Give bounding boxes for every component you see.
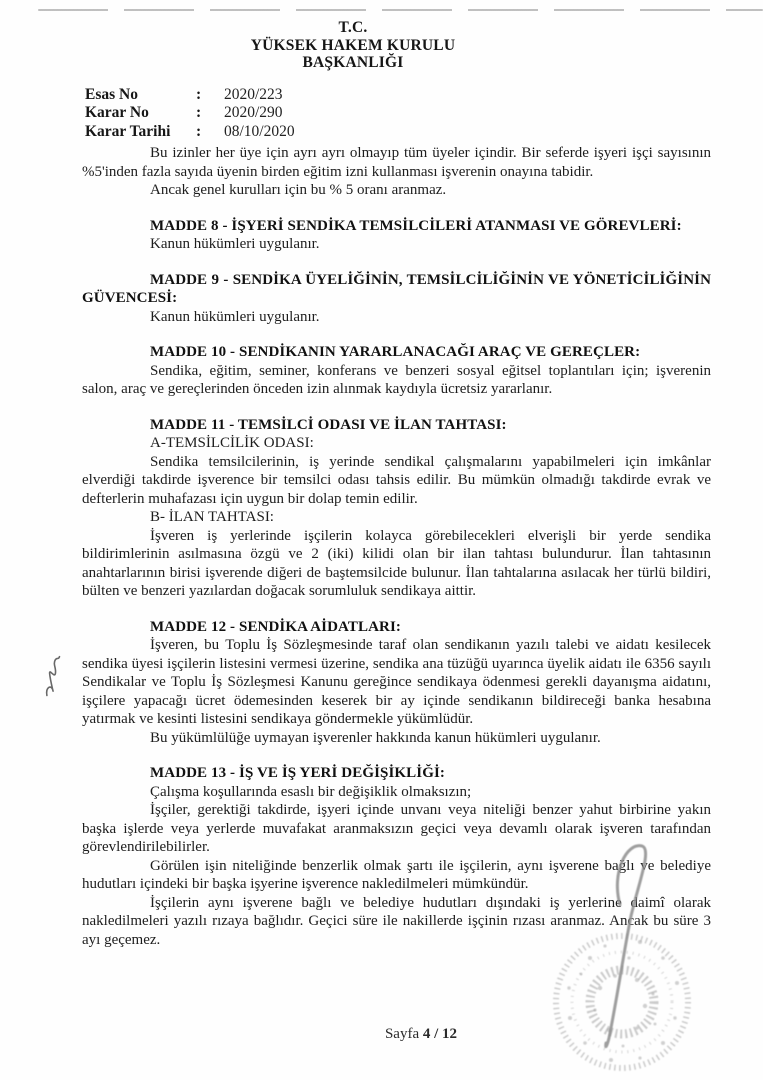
- meta-label: Karar No: [85, 104, 149, 122]
- margin-paraph-icon: [26, 647, 83, 704]
- body-paragraph: Çalışma koşullarında esaslı bir değişiklik olmaksızın;: [150, 783, 472, 800]
- madde-9-heading: MADDE 9 - SENDİKA ÜYELİĞİNİN, TEMSİLCİLİĞİNİN VE YÖNETİCİLİĞİNİN GÜVENCESİ:: [82, 271, 711, 306]
- body-paragraph: İşveren iş yerlerinde işçilerin kolayca görebilecekleri elverişli bir yerde sendika bildirimlerinin asılmasına özgü ve 2 (iki) kilidi olan bir ilan tahtası bulundurur. İlan tahtasının anahtarlarının birisi işverende diğeri de baştemsilcide bulunur. İlan tahtalarına asılacak her türlü bildiri, bülten ve benzeri yazılardan doğacak sorumluluk sendikaya aittir.: [82, 527, 711, 599]
- body-paragraph: Kanun hükümleri uygulanır.: [150, 236, 320, 252]
- meta-row-esas-no: [85, 86, 295, 104]
- official-stamp: [545, 838, 735, 1080]
- meta-value: 08/10/2020: [224, 122, 295, 140]
- body-paragraph: İşçilerin aynı işverene bağlı ve belediye hudutları dışındaki iş yerlerine daimî olarak nakledilmeleri yazılı rızaya bağlıdır. Geçici süre ile nakillerde işçinin rızası aranmaz. Ancak bu süre 3 ayı geçemez.: [82, 894, 711, 948]
- page-number-label: Sayfa: [384, 1026, 420, 1042]
- header-presidency: BAŞKANLIĞI: [302, 54, 404, 71]
- body-paragraph: Bu izinler her üye için ayrı ayrı olmayıp tüm üyeler içindir. Bir seferde işyeri işçi sayısının %5'inden fazla sayıda üyenin birden eğitim izni kullanması işverenin onayına tabidir.: [82, 145, 711, 180]
- document-header: [0, 19, 706, 72]
- meta-value: 2020/223: [224, 86, 283, 103]
- subsection-b-label: B- İLAN TAHTASI:: [150, 509, 274, 525]
- meta-label: Esas No: [85, 86, 138, 103]
- scan-artifact-line: [38, 9, 763, 11]
- meta-separator: :: [196, 104, 202, 122]
- stamp-outer-ring: [556, 936, 688, 1068]
- body-paragraph: Görülen işin niteliğinde benzerlik olmak şartı ile işçilerin, aynı işverene bağlı ve belediye hudutları içindeki bir başka işyerine işverence nakledilmeleri mümkündür.: [82, 857, 711, 892]
- body-paragraph: Sendika, eğitim, seminer, konferans ve benzeri sosyal eğitsel toplantıları için; işverenin salon, araç ve gereçlerinden önceden izin alınmak kaydıyla ücretsiz yararlanır.: [82, 362, 711, 397]
- meta-row-karar-tarihi: [85, 123, 295, 141]
- header-institution: YÜKSEK HAKEM KURULU: [250, 36, 456, 54]
- stamp-inner-ring: [590, 970, 654, 1034]
- meta-row-karar-no: [85, 104, 295, 122]
- document-body: [82, 144, 711, 949]
- body-paragraph: Kanun hükümleri uygulanır.: [150, 308, 320, 325]
- case-meta-block: [85, 86, 295, 141]
- meta-label: Karar Tarihi: [85, 122, 171, 140]
- madde-11-heading: MADDE 11 - TEMSİLCİ ODASI VE İLAN TAHTASI:: [150, 416, 507, 433]
- madde-13-heading: MADDE 13 - İŞ VE İŞ YERİ DEĞİŞİKLİĞİ:: [150, 765, 446, 781]
- body-paragraph: İşçiler, gerektiği takdirde, işyeri içinde unvanı veya niteliği benzer yahut birbirine yakın başka işlerde veya yerlerde muvafakat aranmaksızın geçici veya devamlı olarak işveren tarafından görevlendirilebilirler.: [82, 802, 711, 855]
- meta-separator: :: [196, 122, 202, 140]
- meta-separator: :: [196, 86, 202, 103]
- madde-12-heading: MADDE 12 - SENDİKA AİDATLARI:: [150, 618, 401, 635]
- header-tc: T.C.: [338, 19, 368, 36]
- page-number-value: 4 / 12: [422, 1026, 458, 1042]
- page-footer: [79, 1026, 763, 1043]
- subsection-a-label: A-TEMSİLCİLİK ODASI:: [150, 435, 314, 451]
- body-paragraph: Ancak genel kurulları için bu % 5 oranı aranmaz.: [150, 182, 447, 198]
- body-paragraph: Bu yükümlülüğe uymayan işverenler hakkında kanun hükümleri uygulanır.: [150, 729, 601, 746]
- signature-stroke: [606, 846, 646, 1047]
- body-paragraph: İşveren, bu Toplu İş Sözleşmesinde taraf olan sendikanın yazılı talebi ve aidatı kesilecek sendika üyesi işçilerin listesini vermesi üzerine, sendika ana tüzüğü uyarınca üyelik aidatı ile 6356 sayılı Sendikalar ve Toplu İş Sözleşmesi Kanunu gereğince sendikaya ödenmesi gerekli dayanışma aidatını, işçilere yapacağı ücret ödemesinden keserek bir ay içinde sendikanın bildireceği banka hesabına yatırmak ve kesinti listesini sendikaya göndermekle yükümlüdür.: [82, 637, 711, 727]
- madde-8-heading: MADDE 8 - İŞYERİ SENDİKA TEMSİLCİLERİ ATANMASI VE GÖREVLERİ:: [150, 217, 682, 234]
- body-paragraph: Sendika temsilcilerinin, iş yerinde sendikal çalışmalarını yapabilmeleri için imkânlar elverdiği takdirde işverence bir temsilci odası tahsis edilir. Bu mümkün olmadığı takdirde evrak ve defterlerin muhafazası için uygun bir dolap temin edilir.: [82, 453, 711, 507]
- meta-value: 2020/290: [224, 104, 283, 122]
- madde-10-heading: MADDE 10 - SENDİKANIN YARARLANACAĞI ARAÇ VE GEREÇLER:: [150, 344, 641, 360]
